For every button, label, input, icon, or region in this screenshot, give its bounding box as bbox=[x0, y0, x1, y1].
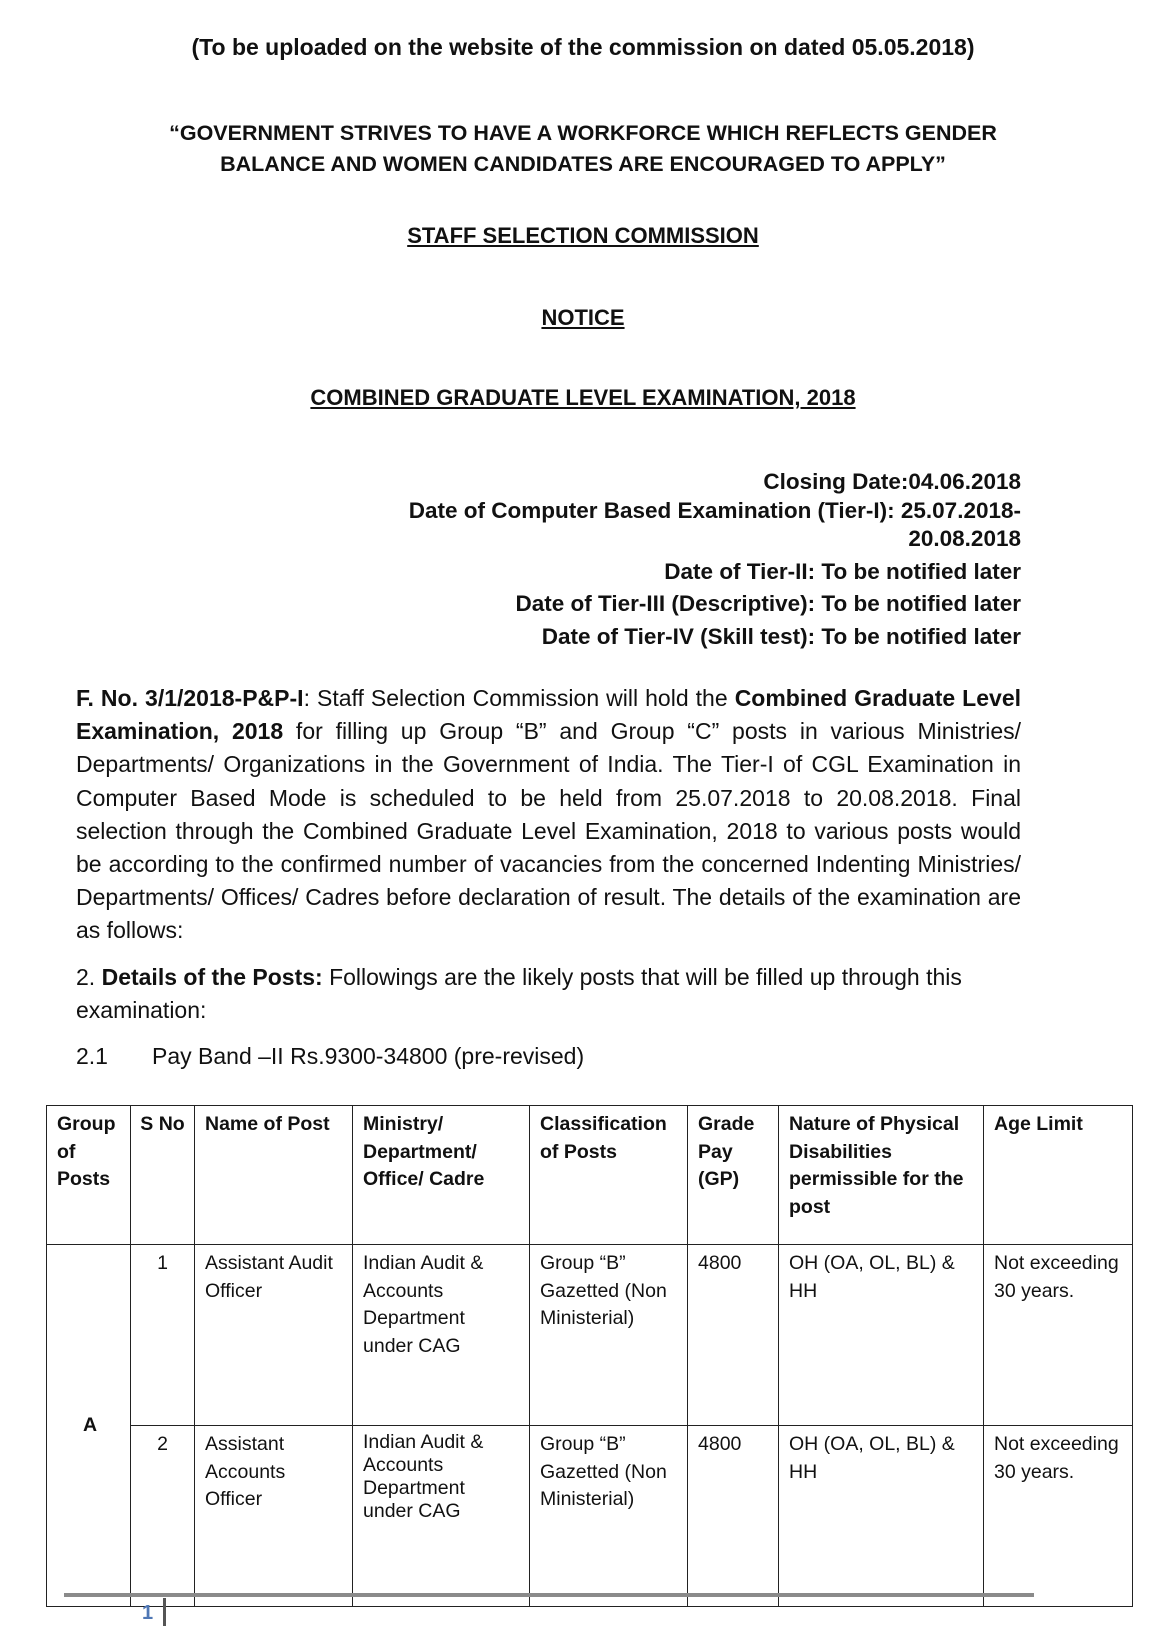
post-name-cell: Assistant Accounts Officer bbox=[195, 1426, 353, 1607]
gender-statement-line-1: “GOVERNMENT STRIVES TO HAVE A WORKFORCE WHICH REFLECTS GENDER bbox=[169, 121, 997, 145]
key-dates-block bbox=[300, 468, 1021, 651]
table-row bbox=[47, 1426, 1133, 1607]
exam-title-text: COMBINED GRADUATE LEVEL EXAMINATION, 2018 bbox=[310, 385, 856, 410]
disabilities-cell: OH (OA, OL, BL) & HH bbox=[779, 1245, 984, 1426]
header-name-of-post: Name of Post bbox=[195, 1106, 353, 1245]
age-limit-cell: Not exceeding 30 years. bbox=[984, 1426, 1133, 1607]
exam-title bbox=[0, 385, 1166, 411]
intro-text-1: : Staff Selection Commission will hold the bbox=[303, 685, 735, 711]
grade-pay-cell: 4800 bbox=[688, 1245, 779, 1426]
age-limit-cell: Not exceeding 30 years. bbox=[984, 1245, 1133, 1426]
tier1-date-line-1: Date of Computer Based Examination (Tier-I): 25.07.2018- bbox=[408, 497, 1021, 523]
disabilities-cell: OH (OA, OL, BL) & HH bbox=[779, 1426, 984, 1607]
details-text: Followings are the likely posts that will be filled up through this examination: bbox=[76, 964, 962, 1023]
header-serial-number: S No bbox=[131, 1106, 195, 1245]
tier3-date: Date of Tier-III (Descriptive): To be notified later bbox=[515, 591, 1021, 616]
classification-cell: Group “B” Gazetted (Non Ministerial) bbox=[530, 1245, 688, 1426]
table-row bbox=[47, 1245, 1133, 1426]
header-physical-disabilities: Nature of Physical Disabilities permissible for the post bbox=[779, 1106, 984, 1245]
pay-band-heading bbox=[76, 1043, 584, 1070]
organization-title-text: STAFF SELECTION COMMISSION bbox=[407, 223, 759, 248]
footer-rule bbox=[64, 1593, 1034, 1597]
group-cell: A bbox=[47, 1245, 131, 1607]
posts-table bbox=[46, 1105, 1133, 1607]
intro-text-2: for filling up Group “B” and Group “C” posts in various Ministries/ Departments/ Organizations in the Government of India. The Tier-I of CGL Examination in Computer Based Mode is scheduled to be held from 25.07.2018 to 20.08.2018. Final selection through the Combined Graduate Level Examination, 2018 to various posts would be according to the confirmed number of vacancies from the concerned Indenting Ministries/ Departments/ Offices/ Cadres before declaration of result. The details of the examination are as follows: bbox=[76, 718, 1022, 944]
details-of-posts-paragraph bbox=[76, 961, 1021, 1027]
table-header-row bbox=[47, 1106, 1133, 1245]
serial-number-cell: 2 bbox=[131, 1426, 195, 1607]
file-number: F. No. 3/1/2018-P&P-I bbox=[76, 685, 304, 711]
closing-date: Closing Date:04.06.2018 bbox=[763, 469, 1021, 494]
pay-band-text: Pay Band –II Rs.9300-34800 (pre-revised) bbox=[152, 1043, 585, 1069]
intro-paragraph bbox=[76, 682, 1021, 948]
notice-heading-text: NOTICE bbox=[541, 305, 625, 330]
post-name-cell: Assistant Audit Officer bbox=[195, 1245, 353, 1426]
intro-exam-name: Combined Graduate Level Examination, 2018 bbox=[76, 685, 1022, 745]
tier1-date-line-2: 20.08.2018 bbox=[908, 526, 1021, 551]
upload-note: (To be uploaded on the website of the commission on dated 05.05.2018) bbox=[191, 34, 975, 60]
header-grade-pay: Grade Pay (GP) bbox=[688, 1106, 779, 1245]
page-number: 1 bbox=[142, 1602, 154, 1624]
classification-cell: Group “B” Gazetted (Non Ministerial) bbox=[530, 1426, 688, 1607]
header-ministry: Ministry/ Department/ Office/ Cadre bbox=[353, 1106, 530, 1245]
tier2-date: Date of Tier-II: To be notified later bbox=[664, 558, 1021, 584]
gender-statement-line-2: BALANCE AND WOMEN CANDIDATES ARE ENCOURAGED TO APPLY” bbox=[220, 152, 946, 176]
pay-band-number: 2.1 bbox=[76, 1043, 108, 1069]
header-classification: Classification of Posts bbox=[530, 1106, 688, 1245]
header-group-of-posts: Group of Posts bbox=[47, 1106, 131, 1245]
header-age-limit: Age Limit bbox=[984, 1106, 1133, 1245]
gender-balance-statement bbox=[0, 118, 1166, 180]
serial-number-cell: 1 bbox=[131, 1245, 195, 1426]
tier4-date: Date of Tier-IV (Skill test): To be notified later bbox=[541, 623, 1021, 649]
details-label: Details of the Posts: bbox=[101, 964, 323, 990]
grade-pay-cell: 4800 bbox=[688, 1426, 779, 1607]
details-number: 2. bbox=[76, 964, 102, 990]
page-number-divider bbox=[163, 1598, 166, 1626]
notice-heading bbox=[0, 305, 1166, 331]
organization-title bbox=[0, 223, 1166, 249]
ministry-cell: Indian Audit & Accounts Department under CAG bbox=[353, 1245, 530, 1426]
ministry-cell: Indian Audit & Accounts Department under CAG bbox=[353, 1426, 530, 1607]
